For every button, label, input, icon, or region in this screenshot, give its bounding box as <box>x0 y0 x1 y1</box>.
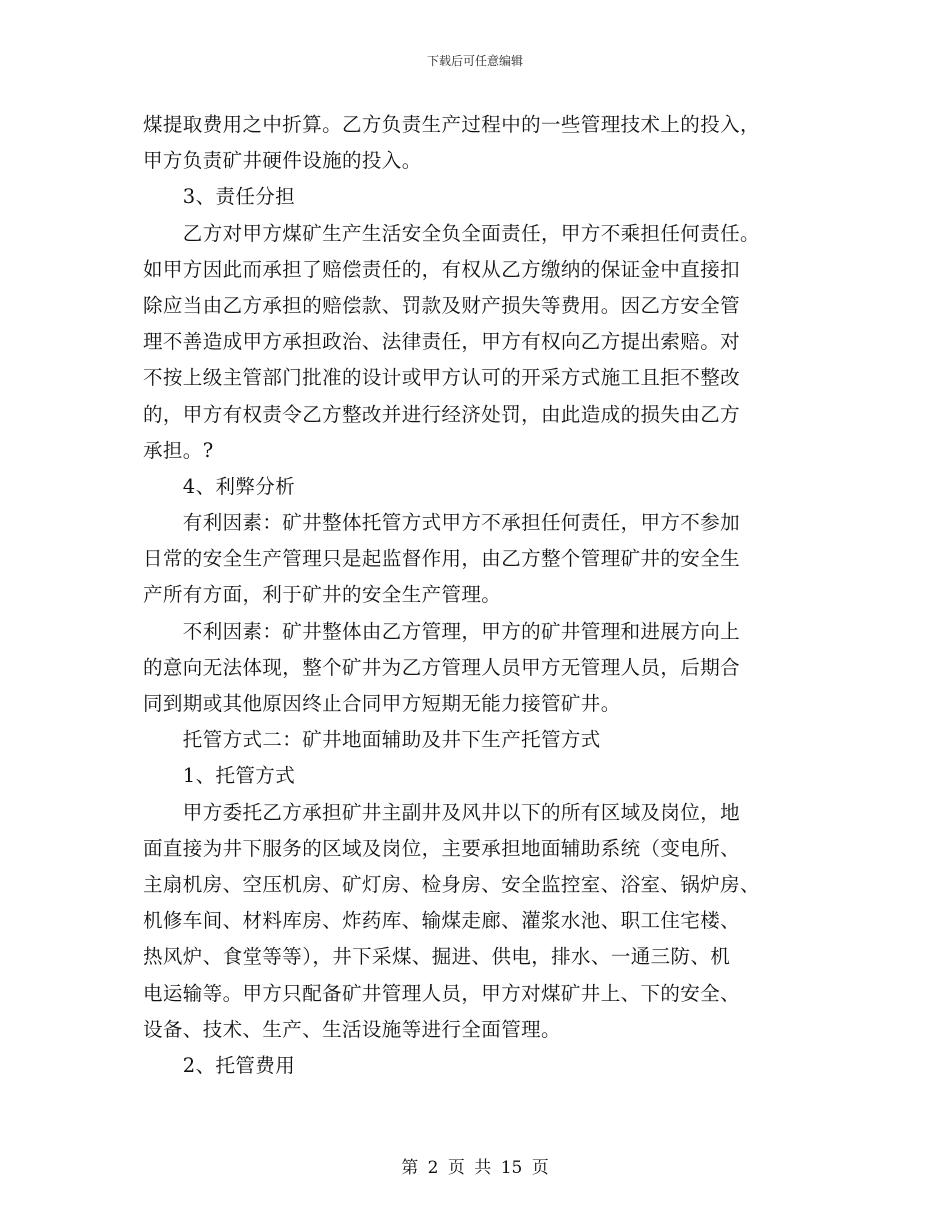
page-header: 下载后可任意编辑 <box>426 54 523 68</box>
text-line: 有利因素：矿井整体托管方式甲方不承担任何责任，甲方不参加 <box>143 511 741 535</box>
text-line: 不按上级主管部门批准的设计或甲方认可的开采方式施工且拒不整改 <box>143 366 741 390</box>
text-line: 甲方负责矿井硬件设施的投入。 <box>143 149 422 173</box>
text-line: 设备、技术、生产、生活设施等进行全面管理。 <box>143 1017 561 1041</box>
text-line: 如甲方因此而承担了赔偿责任的，有权从乙方缴纳的保证金中直接扣 <box>143 257 741 281</box>
text-line: 热风炉、食堂等等），井下采煤、掘进、供电，排水、一通三防、机 <box>143 945 731 969</box>
page-footer: 第 2 页 共 15 页 <box>401 1158 549 1178</box>
section-heading: 4、利弊分析 <box>143 474 296 498</box>
text-line: 煤提取费用之中折算。乙方负责生产过程中的一些管理技术上的投入， <box>143 113 760 136</box>
text-line: 理不善造成甲方承担政治、法律责任，甲方有权向乙方提出索赔。对 <box>143 330 741 354</box>
section-heading: 2、托管费用 <box>143 1053 296 1077</box>
text-line: 同到期或其他原因终止合同甲方短期无能力接管矿井。 <box>143 692 621 715</box>
section-heading: 托管方式二：矿井地面辅助及井下生产托管方式 <box>143 728 601 752</box>
text-line: 日常的安全生产管理只是起监督作用，由乙方整个管理矿井的安全生 <box>143 547 741 571</box>
section-heading: 3、责任分担 <box>143 185 296 209</box>
text-line: 除应当由乙方承担的赔偿款、罚款及财产损失等费用。因乙方安全管 <box>143 293 741 317</box>
text-line: 甲方委托乙方承担矿井主副井及风井以下的所有区域及岗位，地 <box>143 800 741 824</box>
section-heading: 1、托管方式 <box>143 764 296 788</box>
text-line: 电运输等。甲方只配备矿井管理人员，甲方对煤矿井上、下的安全、 <box>143 981 741 1005</box>
text-line: 主扇机房、空压机房、矿灯房、检身房、安全监控室、浴室、锅炉房、 <box>143 872 760 896</box>
text-line: 机修车间、材料库房、炸药库、输煤走廊、灌浆水池、职工住宅楼、 <box>143 909 741 933</box>
text-line: 面直接为井下服务的区域及岗位，主要承担地面辅助系统（变电所、 <box>143 836 741 860</box>
text-line: 乙方对甲方煤矿生产生活安全负全面责任，甲方不乘担任何责任。 <box>143 221 760 245</box>
text-line: 的意向无法体现，整个矿井为乙方管理人员甲方无管理人员，后期合 <box>143 655 741 679</box>
text-line: 承担。? <box>143 438 214 462</box>
document-body <box>143 107 815 1084</box>
text-line: 不利因素：矿井整体由乙方管理，甲方的矿井管理和进展方向上 <box>143 619 741 643</box>
text-line: 产所有方面，利于矿井的安全生产管理。 <box>143 583 502 607</box>
text-line: 的，甲方有权责令乙方整改并进行经济处罚，由此造成的损失由乙方 <box>143 402 741 426</box>
